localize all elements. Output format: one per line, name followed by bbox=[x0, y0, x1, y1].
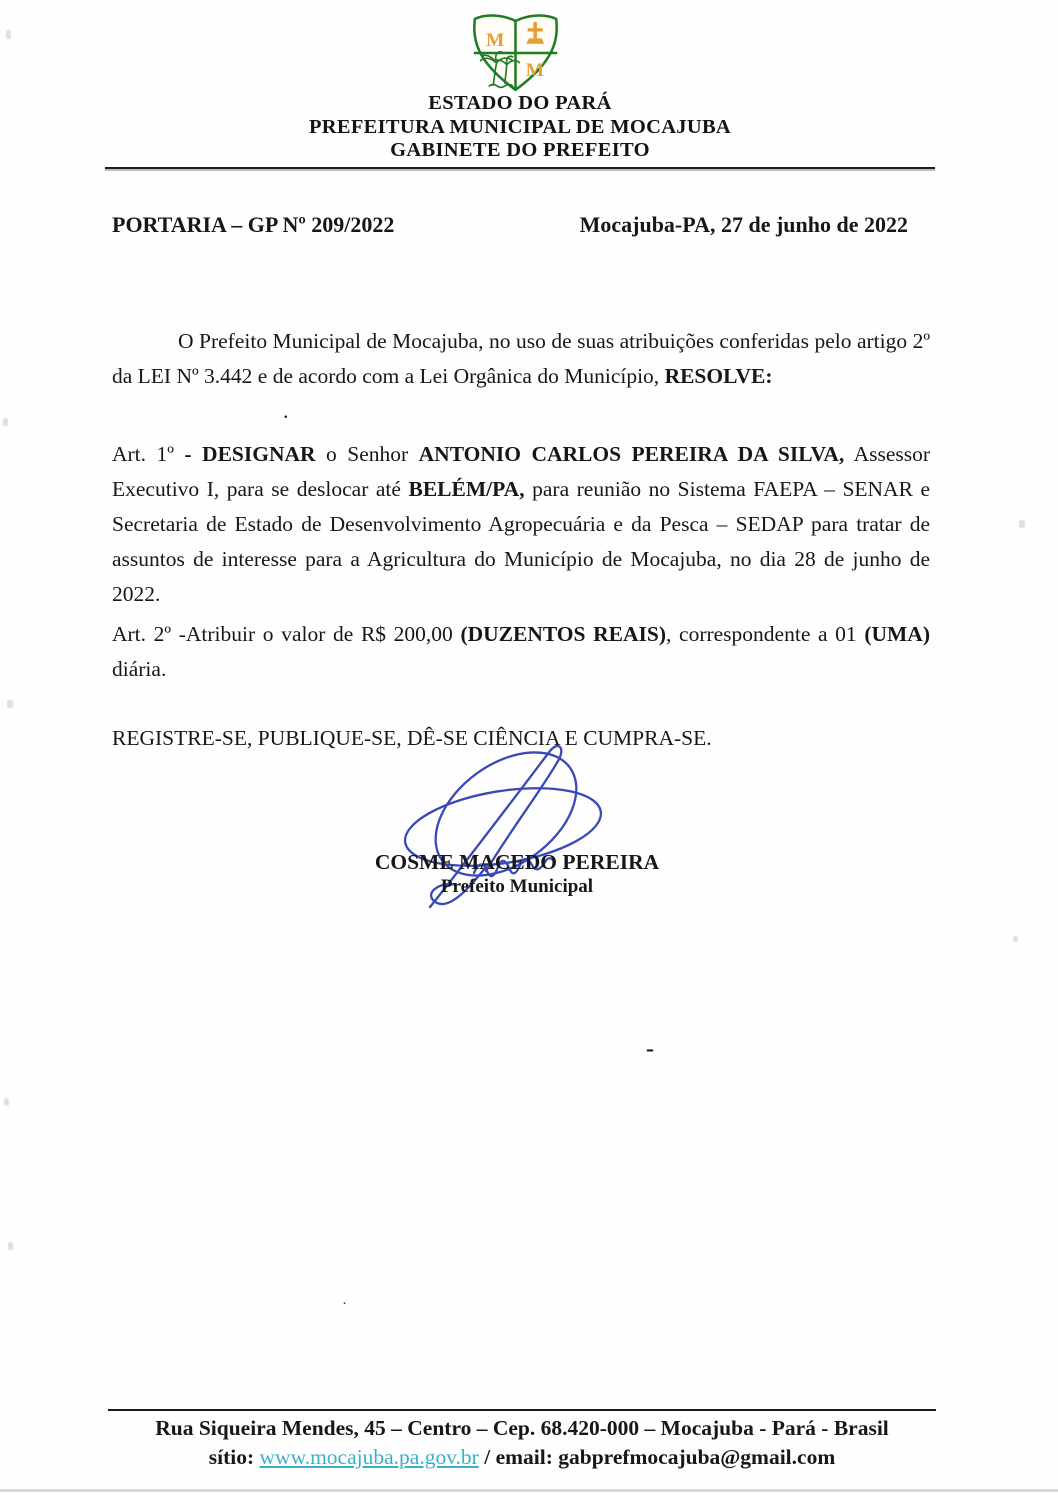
art2-text-c: diária. bbox=[112, 657, 167, 681]
crest-monogram-left: M bbox=[485, 30, 505, 52]
scan-speck bbox=[6, 30, 11, 39]
art1-destination: BELÉM/PA, bbox=[408, 477, 525, 501]
article-1-paragraph bbox=[112, 437, 930, 612]
art1-text-b: Assessor Executivo I, para se deslocar até bbox=[112, 442, 931, 501]
stray-ink-dot: . bbox=[283, 398, 289, 423]
art2-text-b: , correspondente a 01 bbox=[666, 622, 865, 646]
art2-text-a: Art. 2º -Atribuir o valor de R$ 200,00 bbox=[112, 622, 461, 646]
art1-label: Art. 1º bbox=[112, 442, 185, 466]
header-divider bbox=[105, 167, 935, 169]
article-2-paragraph bbox=[112, 617, 930, 687]
preamble-text: O Prefeito Municipal de Mocajuba, no uso de suas atribuições conferidas pelo artigo 2º da LEI Nº 3.442 e de acordo com a Lei Orgânica do Município, bbox=[112, 329, 930, 388]
scan-edge bbox=[0, 1489, 1058, 1492]
footer-address: Rua Siqueira Mendes, 45 – Centro – Cep. 68.420-000 – Mocajuba - Pará - Brasil bbox=[155, 1416, 889, 1440]
stray-ink-speck: · bbox=[342, 1296, 347, 1312]
document-reference-row bbox=[112, 212, 908, 238]
scan-speck bbox=[8, 1242, 13, 1250]
letterhead-city-hall: PREFEITURA MUNICIPAL DE MOCAJUBA bbox=[308, 115, 732, 138]
art1-text-c: para reunião no Sistema FAEPA – SENAR e Secretaria de Estado de Desenvolvimento Agropecuária e da Pesca – SEDAP para tratar de assuntos de interesse para a Agricultura do Município de Mocajuba, no dia 28 de junho de 2022. bbox=[112, 477, 931, 606]
site-label: sítio: bbox=[208, 1445, 260, 1469]
footer-contacts bbox=[0, 1443, 1044, 1471]
portaria-number: PORTARIA – GP Nº 209/2022 bbox=[112, 212, 395, 237]
signer-title: Prefeito Municipal bbox=[440, 876, 594, 897]
art2-amount-words: (DUZENTOS REAIS) bbox=[460, 622, 667, 646]
resolve-keyword: RESOLVE: bbox=[664, 364, 773, 388]
signer-name: COSME MACEDO PEREIRA bbox=[374, 850, 660, 874]
art2-quantity-words: (UMA) bbox=[864, 622, 930, 646]
signature-block bbox=[0, 849, 1034, 899]
closing-formula: REGISTRE-SE, PUBLIQUE-SE, DÊ-SE CIÊNCIA E CUMPRA-SE. bbox=[112, 726, 712, 750]
stray-ink-dash: - bbox=[646, 1036, 654, 1062]
place-date: Mocajuba-PA, 27 de junho de 2022 bbox=[579, 212, 908, 237]
crest-monogram-right: M bbox=[525, 60, 545, 82]
art1-text-a: o Senhor bbox=[315, 442, 419, 466]
email-text: / email: gabprefmocajuba@gmail.com bbox=[478, 1445, 836, 1469]
letterhead-state: ESTADO DO PARÁ bbox=[428, 92, 612, 114]
website-link[interactable]: www.mocajuba.pa.gov.br bbox=[259, 1445, 479, 1469]
scan-speck bbox=[4, 1098, 9, 1106]
footer-divider bbox=[108, 1409, 936, 1411]
scan-speck bbox=[1019, 520, 1025, 528]
scan-speck bbox=[1013, 936, 1018, 942]
art1-designar: - DESIGNAR bbox=[184, 442, 316, 466]
art1-person-name: ANTONIO CARLOS PEREIRA DA SILVA, bbox=[418, 442, 845, 466]
coat-of-arms-icon bbox=[467, 10, 564, 94]
scan-speck bbox=[7, 700, 13, 708]
letterhead bbox=[105, 92, 935, 163]
scan-speck bbox=[3, 418, 8, 426]
letterhead-office: GABINETE DO PREFEITO bbox=[390, 139, 650, 161]
preamble-paragraph bbox=[112, 324, 930, 394]
